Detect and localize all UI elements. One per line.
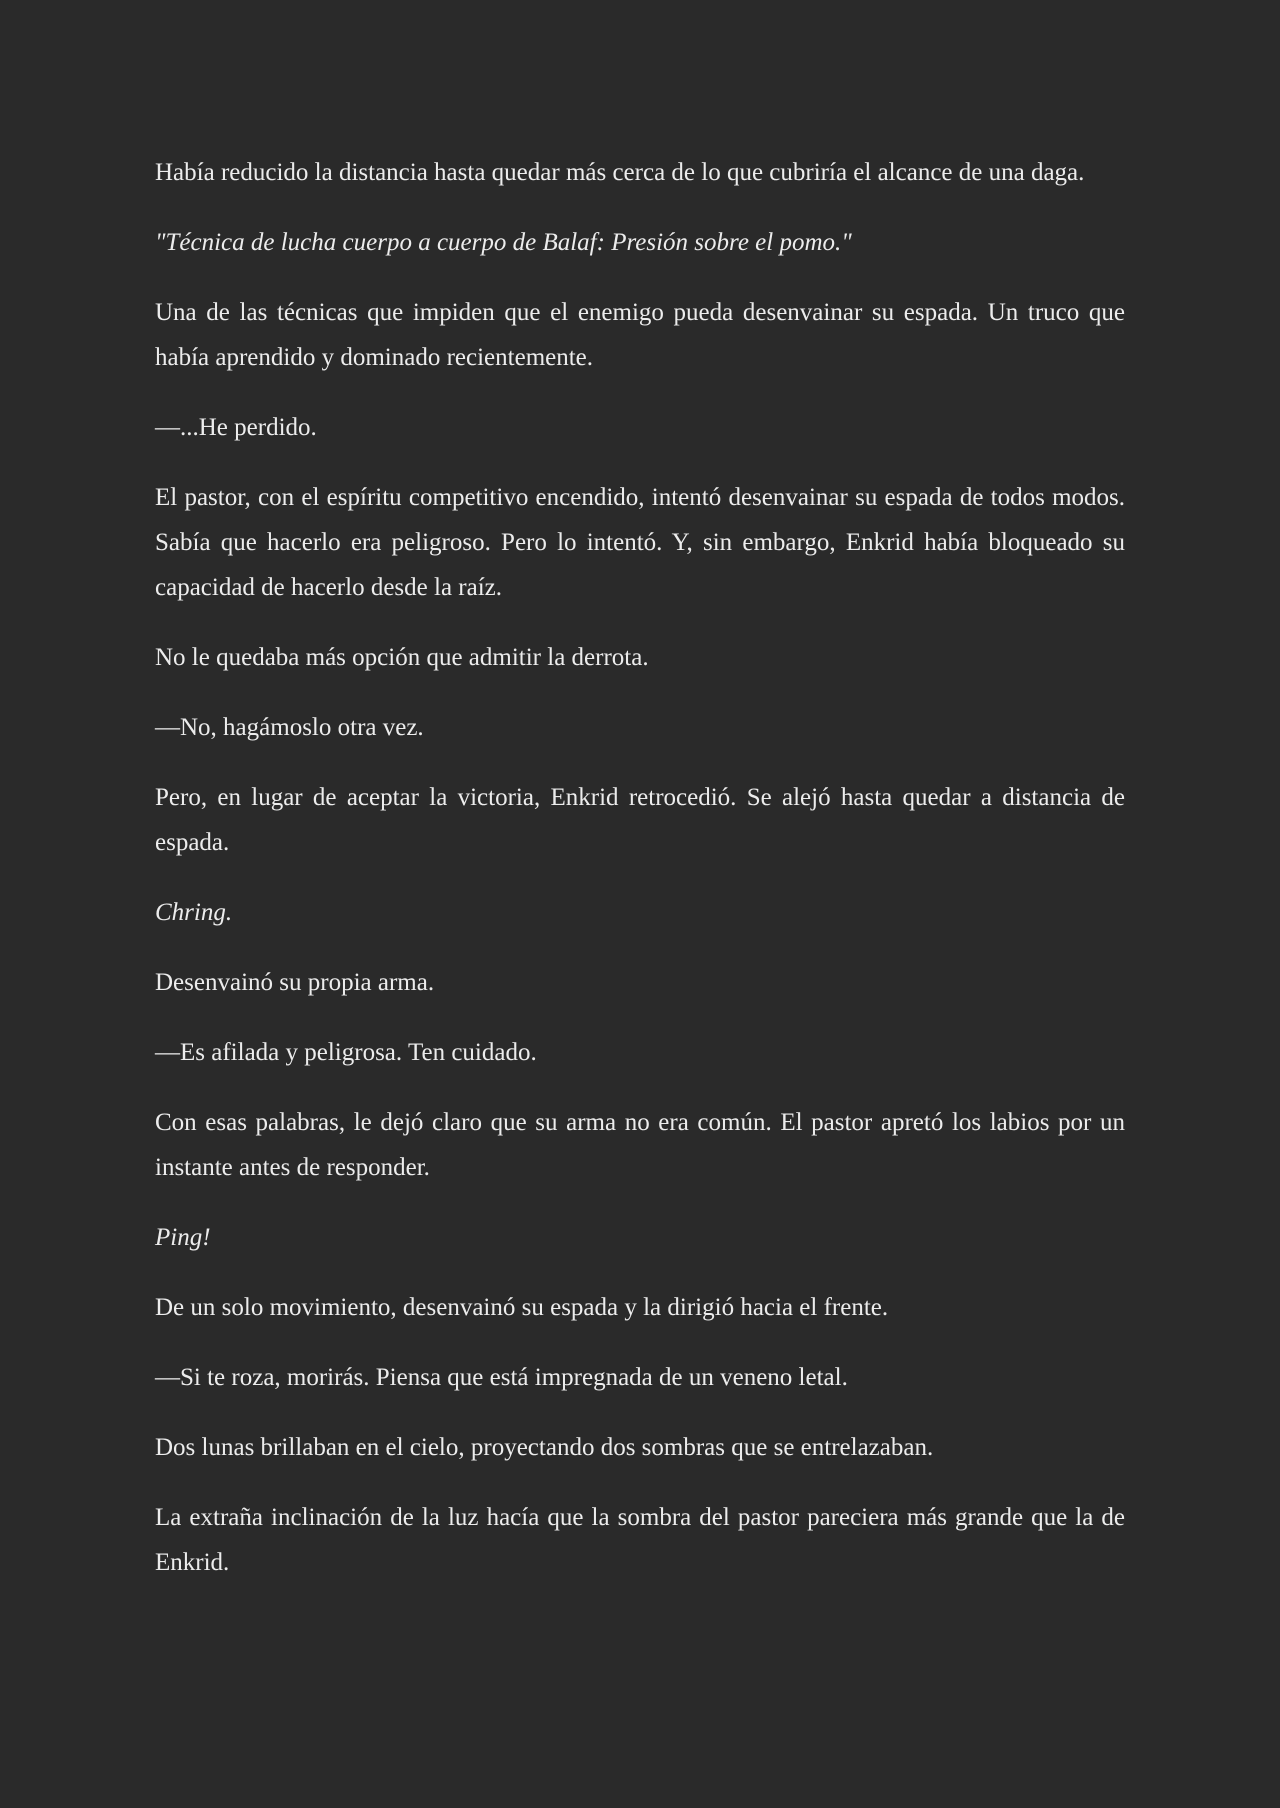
- paragraph-17: La extraña inclinación de la luz hacía que la sombra del pastor pareciera más grande que la de Enkrid.: [155, 1504, 1125, 1576]
- paragraph-14: De un solo movimiento, desenvainó su espada y la dirigió hacia el frente.: [155, 1294, 889, 1321]
- paragraph-2-technique-name: "Técnica de lucha cuerpo a cuerpo de Balaf: Presión sobre el pomo.": [155, 229, 852, 256]
- paragraph-1: Había reducido la distancia hasta quedar más cerca de lo que cubriría el alcance de una daga.: [155, 159, 1085, 186]
- paragraph-11-dialogue: —Es afilada y peligrosa. Ten cuidado.: [155, 1039, 537, 1066]
- paragraph-16: Dos lunas brillaban en el cielo, proyectando dos sombras que se entrelazaban.: [155, 1434, 934, 1461]
- paragraph-6: No le quedaba más opción que admitir la derrota.: [155, 644, 649, 671]
- paragraph-5: El pastor, con el espíritu competitivo encendido, intentó desenvainar su espada de todos modos. Sabía que hacerlo era peligroso. Pero lo intentó. Y, sin embargo, Enkrid había bloqueado su capacidad de hacerlo desde la raíz.: [155, 484, 1125, 601]
- paragraph-9-sound-effect: Chring.: [155, 899, 233, 926]
- paragraph-13-sound-effect: Ping!: [155, 1224, 211, 1251]
- paragraph-12: Con esas palabras, le dejó claro que su arma no era común. El pastor apretó los labios por un instante antes de responder.: [155, 1109, 1125, 1181]
- paragraph-8: Pero, en lugar de aceptar la victoria, Enkrid retrocedió. Se alejó hasta quedar a distancia de espada.: [155, 784, 1125, 856]
- paragraph-4-dialogue: —...He perdido.: [155, 414, 317, 441]
- paragraph-10: Desenvainó su propia arma.: [155, 969, 435, 996]
- paragraph-15-dialogue: —Si te roza, morirás. Piensa que está impregnada de un veneno letal.: [155, 1364, 848, 1391]
- paragraph-7-dialogue: —No, hagámoslo otra vez.: [155, 714, 424, 741]
- paragraph-3: Una de las técnicas que impiden que el enemigo pueda desenvainar su espada. Un truco que había aprendido y dominado recientemente.: [155, 299, 1125, 371]
